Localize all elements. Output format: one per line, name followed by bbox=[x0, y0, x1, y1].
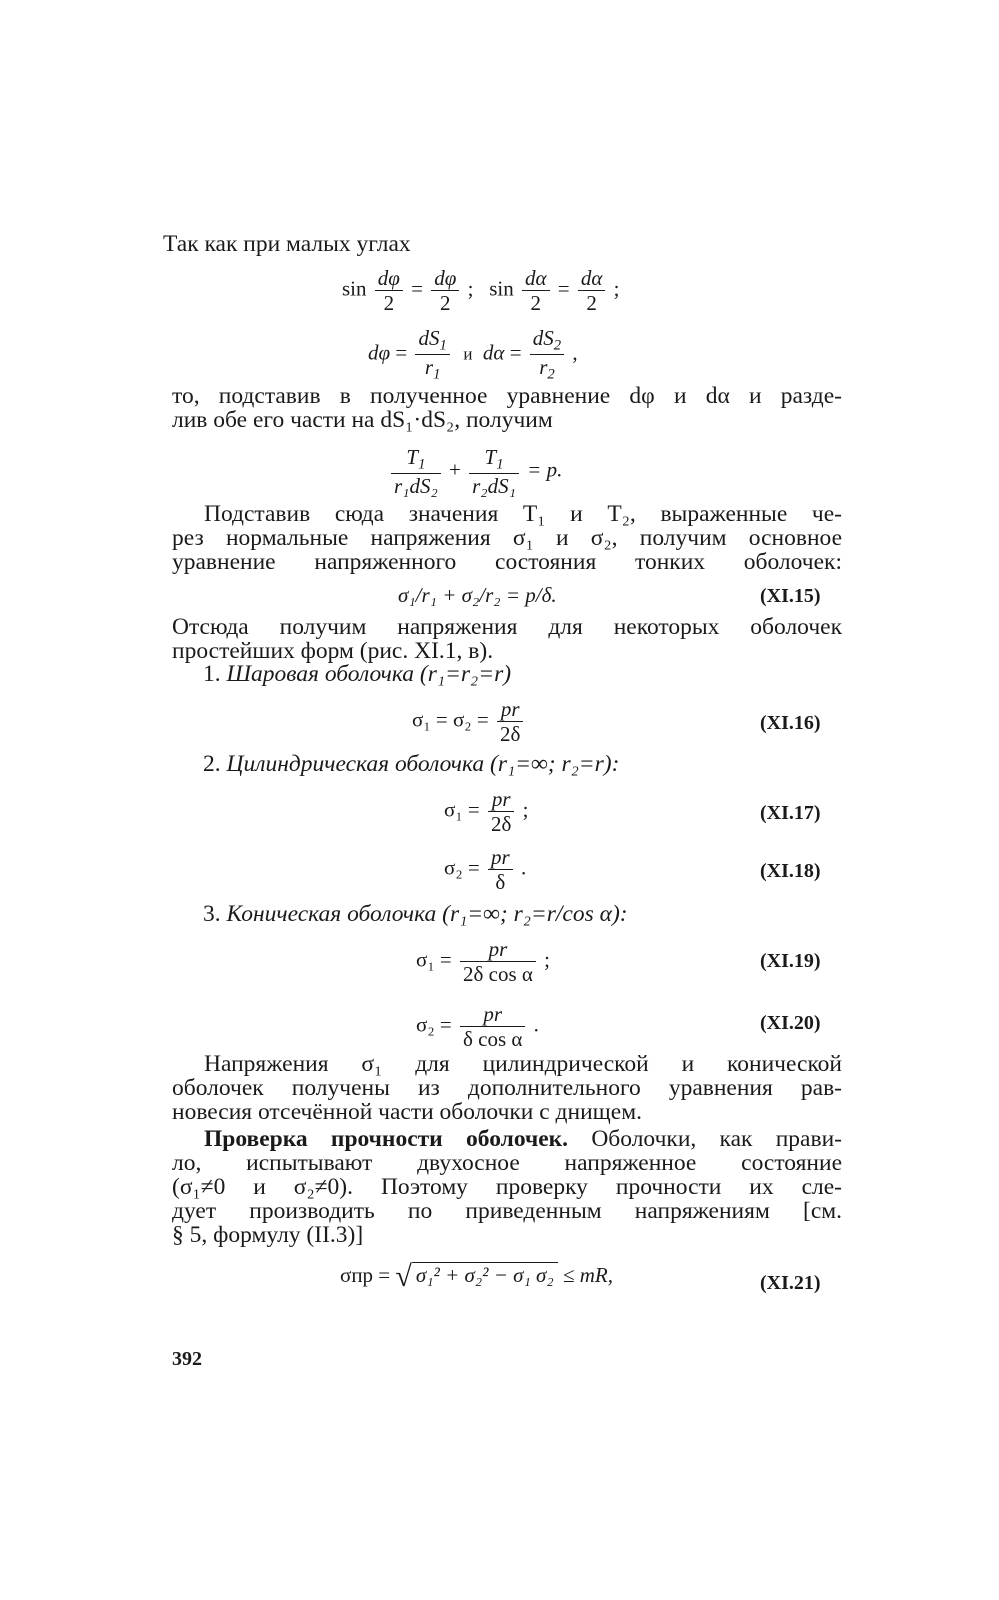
case-spherical-shell: 1. Шаровая оболочка (r₁=r₂=r) bbox=[203, 661, 512, 687]
equation-xi-20: σ₂ = $\frac{pr}{\text{δ cos α}}$ . bbox=[416, 1002, 539, 1052]
fraction: $\frac{dS_2}{r_2}$ bbox=[530, 326, 564, 384]
equation-number: (XI.17) bbox=[760, 802, 821, 824]
equation-xi-21: σпр = √ σ₁² + σ₂² − σ₁ σ₂ ≤ mR, bbox=[340, 1260, 613, 1294]
paragraph-strength-check: Проверка прочности оболочек. Оболочки, как прави- ло, испытывают двухосное напряженное состояние (σ₁≠0 и σ₂≠0). Поэтому проверку прочности их сле- дует производить по приведенным напряжениям [см. § 5, формулу (II.3)] bbox=[172, 1126, 842, 1248]
equation-xi-17: σ₁ = $\frac{pr}{2\delta}$ ; bbox=[444, 787, 529, 837]
fraction: $\frac{d\varphi}{2}$ bbox=[375, 266, 403, 315]
page-number: 392 bbox=[172, 1348, 202, 1370]
case-cylindrical-shell: 2. Цилиндрическая оболочка (r₁=∞; r₂=r): bbox=[203, 751, 620, 777]
case-conical-shell: 3. Коническая оболочка (r₁=∞; r₂=r/cos α): bbox=[203, 901, 628, 927]
fraction: $\frac{dS_1}{r_1}$ bbox=[415, 326, 449, 384]
equation-dphi-dalpha: dφ = $\frac{dS_1}{r_1}$ и dα = $\frac{dS_2}{r_2}$ , bbox=[368, 326, 578, 383]
fraction: $\frac{pr}{2\delta}$ bbox=[497, 697, 523, 746]
paragraph-additional-equation: Напряжения σ₁ для цилиндрической и конической оболочек получены из дополнительного уравнения рав- новесия отсечённой части оболочки с днищем. bbox=[172, 1051, 842, 1125]
paragraph-simple-forms: Отсюда получим напряжения для некоторых оболочек простейших форм (рис. XI.1, в). bbox=[172, 614, 842, 664]
equation-xi-19: σ₁ = $\frac{pr}{\text{2δ cos α}}$ ; bbox=[416, 937, 550, 987]
equation-number: (XI.16) bbox=[760, 712, 821, 734]
equation-small-angles: sin $\frac{d\varphi}{2}$ = $\frac{d\varphi}{2}$ ; sin $\frac{d\alpha}{2}$ = $\frac{d\alpha}{2}$ ; bbox=[342, 266, 620, 316]
fraction: $\frac{T_1}{\text{r₂dS₁}}$ bbox=[469, 445, 519, 498]
equation-number: (XI.19) bbox=[760, 950, 821, 972]
fraction: $\frac{pr}{\delta}$ bbox=[488, 845, 513, 894]
equation-xi-16: σ₁ = σ₂ = $\frac{pr}{2\delta}$ bbox=[412, 697, 526, 746]
equation-number: (XI.18) bbox=[760, 860, 821, 882]
fraction: $\frac{d\alpha}{2}$ bbox=[578, 266, 606, 315]
equation-number: (XI.20) bbox=[760, 1012, 821, 1034]
fraction: $\frac{pr}{2\delta}$ bbox=[488, 787, 514, 836]
fraction: $\frac{d\alpha}{2}$ bbox=[522, 266, 550, 315]
paragraph-substitution: то, подставив в полученное уравнение dφ и dα и разде- лив обе его части на dS₁·dS₂, получим bbox=[172, 383, 842, 433]
fraction: $\frac{pr}{\text{2δ cos α}}$ bbox=[460, 937, 536, 986]
intro-text: Так как при малых углах bbox=[163, 231, 411, 257]
square-root: √ σ₁² + σ₂² − σ₁ σ₂ bbox=[395, 1262, 557, 1292]
fraction: $\frac{T_1}{\text{r₁dS₂}}$ bbox=[391, 445, 441, 498]
equation-xi-18: σ₂ = $\frac{pr}{\delta}$ . bbox=[444, 845, 527, 895]
equation-main-balance: $\frac{T_1}{\text{r₁dS₂}}$ + $\frac{T_1}{\text{r₂dS₁}}$ = p. bbox=[388, 445, 562, 498]
equation-number: (XI.15) bbox=[760, 585, 821, 607]
equation-xi-15: σ₁/r₁ + σ₂/r₂ = p/δ. bbox=[398, 583, 557, 607]
fraction: $\frac{d\varphi}{2}$ bbox=[431, 266, 459, 315]
equation-number: (XI.21) bbox=[760, 1272, 821, 1294]
fraction: $\frac{pr}{\text{δ cos α}}$ bbox=[460, 1002, 525, 1051]
section-heading: Проверка прочности оболочек. bbox=[204, 1126, 569, 1152]
paragraph-normal-stresses: Подставив сюда значения T₁ и T₂, выраженные че- рез нормальные напряжения σ₁ и σ₂, получим основное уравнение напряженного состояния тонких оболочек: bbox=[172, 501, 842, 575]
